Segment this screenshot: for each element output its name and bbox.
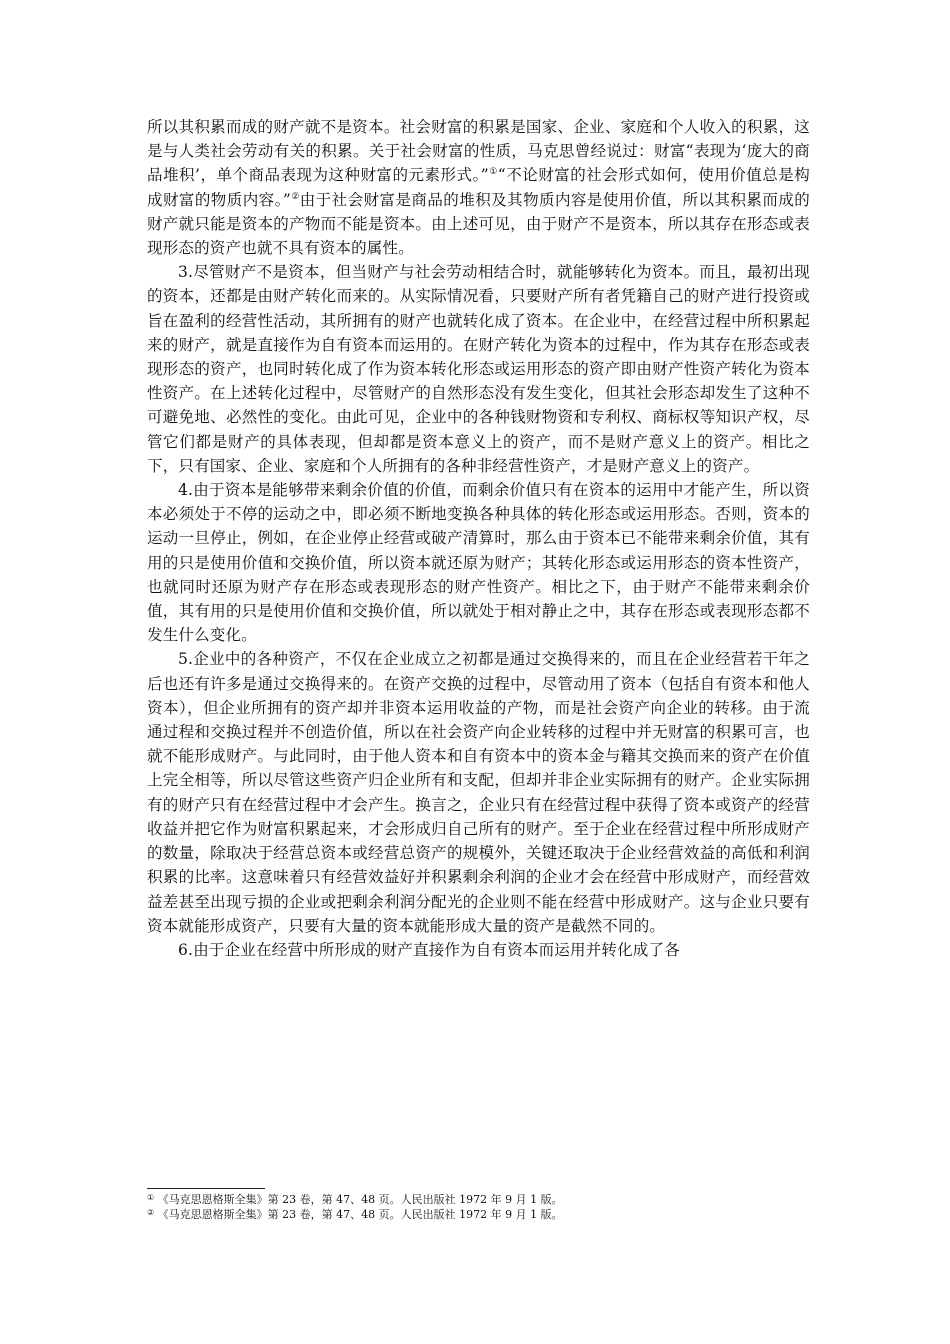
paragraph-3 — [147, 478, 810, 647]
footnote-text: 《马克思恩格斯全集》第 23 卷，第 47、48 页。人民出版社 1972 年 9 月 1 版。 — [157, 1208, 563, 1221]
paragraph-5 — [147, 938, 810, 962]
paragraph-text: 3.尽管财产不是资本，但当财产与社会劳动相结合时，就能够转化为资本。而且，最初出现的资本，还都是由财产转化而来的。从实际情况看，只要财产所有者凭籍自己的财产进行投资或旨在盈利的经营性活动，其所拥有的财产也就转化成了资本。在企业中，在经营过程中所积累起来的财产，就是直接作为自有资本而运用的。在财产转化为资本的过程中，作为其存在形态或表现形态的资产，也同时转化成了作为资本转化形态或运用形态的资产即由财产性资产转化为资本性资产。在上述转化过程中，尽管财产的自然形态没有发生变化，但其社会形态却发生了这种不可避免地、必然性的变化。由此可见，企业中的各种钱财物资和专利权、商标权等知识产权，尽管它们都是财产的具体表现，但却都是资本意义上的资产，而不是财产意义上的资产。相比之下，只有国家、企业、家庭和个人所拥有的各种非经营性资产，才是财产意义上的资产。 — [147, 263, 810, 475]
paragraph-text: 5.企业中的各种资产，不仅在企业成立之初都是通过交换得来的，而且在企业经营若干年之后也还有许多是通过交换得来的。在资产交换的过程中，尽管动用了资本（包括自有资本和他人资本），但企业所拥有的资产却并非资本运用收益的产物，而是社会资产向企业的转移。由于流通过程和交换过程并不创造价值，所以在社会资产向企业转移的过程中并无财富的积累可言，也就不能形成财产。与此同时，由于他人资本和自有资本中的资本金与籍其交换而来的资产在价值上完全相等，所以尽管这些资产归企业所有和支配，但却并非企业实际拥有的财产。企业实际拥有的财产只有在经营过程中才会产生。换言之，企业只有在经营过程中获得了资本或资产的经营收益并把它作为财富积累起来，才会形成归自己所有的财产。至于企业在经营过程中所形成财产的数量，除取决于经营总资本或经营总资产的规模外，关键还取决于企业经营效益的高低和利润积累的比率。这意味着只有经营效益好并积累剩余利润的企业才会在经营中形成财产，而经营效益差甚至出现亏损的企业或把剩余利润分配光的企业则不能在经营中形成财产。这与企业只要有资本就能形成资产，只要有大量的资本就能形成大量的资产是截然不同的。 — [147, 650, 810, 935]
footnote-text: 《马克思恩格斯全集》第 23 卷，第 47、48 页。人民出版社 1972 年 9 月 1 版。 — [157, 1193, 563, 1206]
footnote-1 — [147, 1192, 810, 1207]
paragraph-4 — [147, 647, 810, 937]
footnote-separator — [147, 1188, 265, 1189]
paragraph-text: 6.由于企业在经营中所形成的财产直接作为自有资本而运用并转化成了各 — [178, 940, 680, 959]
paragraph-text: 4.由于资本是能够带来剩余价值的价值，而剩余价值只有在资本的运用中才能产生，所以资本必须处于不停的运动之中，即必须不断地变换各种具体的转化形态或运用形态。否则，资本的运动一旦停止，例如，在企业停止经营或破产清算时，那么由于资本已不能带来剩余价值，其有用的只是使用价值和交换价值，所以资本就还原为财产；其转化形态或运用形态的资本性资产，也就同时还原为财产存在形态或表现形态的财产性资产。相比之下，由于财产不能带来剩余价值，其有用的只是使用价值和交换价值，所以就处于相对静止之中，其存在形态或表现形态都不发生什么变化。 — [147, 481, 810, 645]
paragraph-text: 由于社会财富是商品的堆积及其物质内容是使用价值，所以其积累而成的财产就只能是资本的产物而不能是资本。由上述可见，由于财产不是资本，所以其存在形态或表现形态的资产也就不具有资本的属性。 — [147, 190, 810, 258]
footnote-ref-1[interactable]: ① — [488, 167, 498, 178]
paragraph-text: 所以其积累而成的财产就不是资本。社会财富的积累是国家、企业、家庭和个人收入的积累，这是与人类社会劳动有关的积累。关于社会财富的性质，马克思曾经说过：财富“表现为‘庞大的商品堆积’，单个商品表现为这种财富的元素形式。” — [147, 118, 810, 185]
footnote-marker: ② — [147, 1208, 155, 1217]
paragraph-2 — [147, 260, 810, 478]
footnote-marker: ① — [147, 1193, 155, 1202]
paragraph-text: “不论财富的社会形式如何，使用价值总是构成财富的物质内容。” — [147, 166, 811, 209]
footnotes — [147, 1192, 810, 1222]
footnote-2 — [147, 1207, 810, 1222]
paragraph-1 — [147, 115, 810, 260]
footnote-ref-2[interactable]: ② — [290, 191, 300, 202]
body-text — [147, 115, 810, 962]
